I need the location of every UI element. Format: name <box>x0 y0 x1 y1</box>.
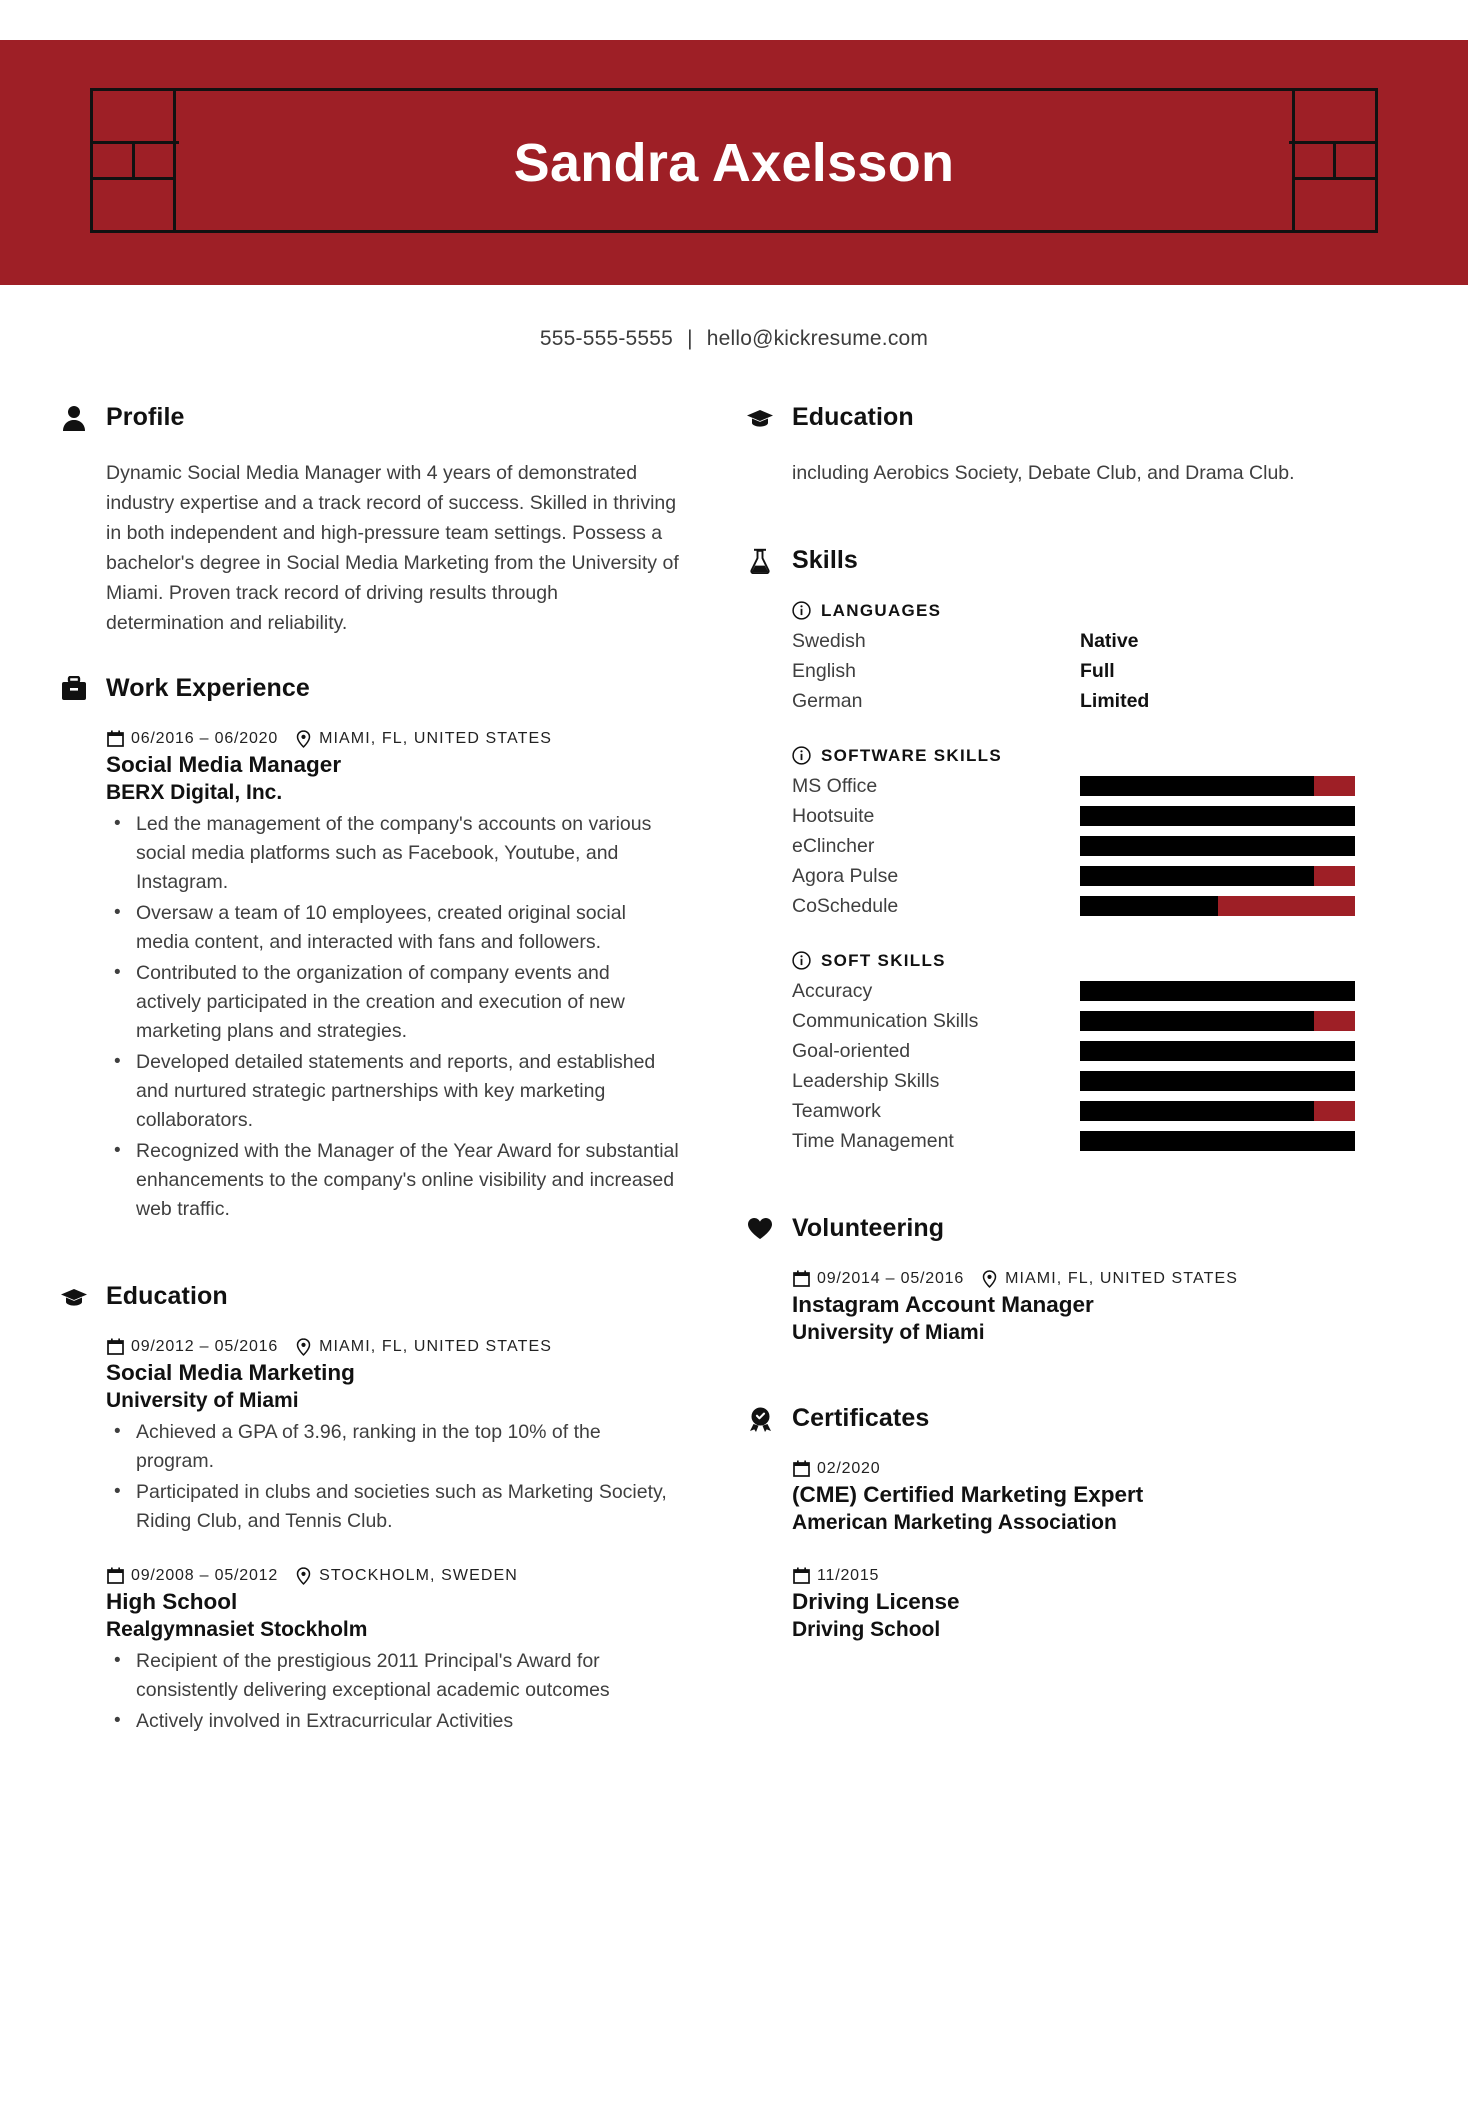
education-entry <box>106 1566 680 1736</box>
bullet-item: • Contributed to the organization of company events and actively participated in the creation and execution of new marketing plans and strategies. <box>106 959 680 1046</box>
volunteering-entry <box>792 1269 1366 1346</box>
skill-name: Time Management <box>792 1129 954 1152</box>
skill-group-software-skills <box>792 746 1366 921</box>
skill-bar-row <box>792 861 1366 891</box>
certificate-entry-meta <box>792 1459 1366 1478</box>
language-level: Native <box>1080 629 1139 652</box>
skill-group-soft-skills <box>792 951 1366 1156</box>
language-row <box>792 686 1366 716</box>
section-title-education: Education <box>106 1282 228 1310</box>
skill-group-title-languages: LANGUAGES <box>821 601 942 620</box>
language-level: Limited <box>1080 689 1150 712</box>
skill-name: CoSchedule <box>792 894 899 917</box>
skill-bar-row <box>792 1006 1366 1036</box>
section-volunteering <box>746 1214 1366 1346</box>
certificate-entry-org: Driving School <box>792 1618 941 1641</box>
header-banner <box>0 40 1468 285</box>
calendar-icon <box>106 1566 125 1585</box>
info-icon <box>792 746 812 766</box>
section-title-certificates: Certificates <box>792 1404 930 1432</box>
calendar-icon <box>106 729 125 748</box>
person-icon <box>60 404 88 432</box>
skill-bar-track <box>1080 836 1355 856</box>
education-entry-date: 09/2008 – 05/2012 <box>131 1566 279 1584</box>
skill-bar-track <box>1080 1071 1355 1091</box>
skill-bar-row <box>792 1096 1366 1126</box>
resume-columns <box>0 351 1468 1812</box>
certificate-entry <box>792 1459 1366 1536</box>
skill-bar-row <box>792 891 1366 921</box>
bullet-item: • Recognized with the Manager of the Year Award for substantial enhancements to the company's online visibility and increased web traffic. <box>106 1137 680 1224</box>
work-entry-date: 06/2016 – 06/2020 <box>131 729 279 747</box>
location-pin-icon <box>980 1269 999 1288</box>
right-column <box>746 403 1366 1679</box>
skill-bar-track <box>1080 866 1355 886</box>
skill-name: Accuracy <box>792 979 873 1002</box>
skill-name: eClincher <box>792 834 875 857</box>
language-name: German <box>792 689 863 712</box>
skill-bar-fill <box>1080 866 1314 886</box>
calendar-icon <box>106 1337 125 1356</box>
certificate-entry <box>792 1566 1366 1643</box>
skill-name: Agora Pulse <box>792 864 899 887</box>
bullet-item: • Achieved a GPA of 3.96, ranking in the top 10% of the program. <box>106 1418 680 1476</box>
skill-bar-row <box>792 1126 1366 1156</box>
language-name: English <box>792 659 856 682</box>
work-entry-org: BERX Digital, Inc. <box>106 781 283 804</box>
certificate-entry-date: 02/2020 <box>817 1459 881 1477</box>
calendar-icon <box>792 1269 811 1288</box>
education-entry-bullets <box>106 1418 680 1536</box>
certificate-entry-meta <box>792 1566 1366 1585</box>
section-header-work-experience <box>60 674 680 703</box>
skill-bar-row <box>792 771 1366 801</box>
skill-bar-row <box>792 1066 1366 1096</box>
skill-name: Leadership Skills <box>792 1069 940 1092</box>
skill-bar-track <box>1080 1131 1355 1151</box>
section-header-skills <box>746 546 1366 575</box>
bullet-item: • Recipient of the prestigious 2011 Principal's Award for consistently delivering exceptional academic outcomes <box>106 1647 680 1705</box>
skill-bar-track <box>1080 1011 1355 1031</box>
certificate-entry-date: 11/2015 <box>817 1566 880 1584</box>
skill-bar-fill <box>1080 1041 1355 1061</box>
heart-icon <box>746 1215 774 1243</box>
section-title-profile: Profile <box>106 403 185 431</box>
bullet-item: • Led the management of the company's accounts on various social media platforms such as Facebook, Youtube, and Instagram. <box>106 810 680 897</box>
language-row <box>792 626 1366 656</box>
calendar-icon <box>792 1459 811 1478</box>
skill-bar-fill <box>1080 776 1314 796</box>
skill-name: Teamwork <box>792 1099 881 1122</box>
bullet-item: • Developed detailed statements and reports, and established and nurtured strategic partnerships with key marketing collaborators. <box>106 1048 680 1135</box>
language-row <box>792 656 1366 686</box>
flask-icon <box>746 547 774 575</box>
section-title-work-experience: Work Experience <box>106 674 310 702</box>
skill-name: Communication Skills <box>792 1009 979 1032</box>
certificate-entry-org: American Marketing Association <box>792 1511 1117 1534</box>
skill-bar-fill <box>1080 1011 1314 1031</box>
skill-group-languages <box>792 601 1366 716</box>
section-header-volunteering <box>746 1214 1366 1243</box>
info-icon <box>792 601 812 621</box>
skill-bar-fill <box>1080 981 1355 1001</box>
briefcase-icon <box>60 675 88 703</box>
skill-bar-row <box>792 801 1366 831</box>
skill-group-header-soft-skills <box>792 951 1366 971</box>
education-entry-meta <box>106 1337 680 1356</box>
bullet-item: • Oversaw a team of 10 employees, created original social media content, and interacted with fans and followers. <box>106 899 680 957</box>
profile-text: Dynamic Social Media Manager with 4 years of demonstrated industry expertise and a track record of success. Skilled in thriving in both independent and high-pressure team settings. Possess a bachelor's degree in Social Media Marketing from the University of Miami. Proven track record of driving results through determination and reliability. <box>106 462 679 634</box>
section-work-experience <box>60 674 680 1224</box>
calendar-icon <box>792 1566 811 1585</box>
section-education <box>60 1282 680 1736</box>
education-entry-title: High School <box>106 1589 238 1614</box>
volunteering-entry-meta <box>792 1269 1366 1288</box>
bullet-item: • Actively involved in Extracurricular Activities <box>106 1707 680 1736</box>
section-skills <box>746 546 1366 1156</box>
skill-bar-row <box>792 976 1366 1006</box>
skill-bar-track <box>1080 896 1355 916</box>
location-pin-icon <box>294 1337 313 1356</box>
language-level: Full <box>1080 659 1115 682</box>
section-certificates <box>746 1404 1366 1643</box>
skill-bar-fill <box>1080 896 1218 916</box>
contact-line <box>0 285 1468 351</box>
language-name: Swedish <box>792 629 866 652</box>
volunteering-entry-org: University of Miami <box>792 1321 985 1344</box>
work-entry <box>106 729 680 1224</box>
skill-name: Goal-oriented <box>792 1039 911 1062</box>
left-column <box>60 403 680 1772</box>
graduation-cap-icon <box>746 404 774 432</box>
volunteering-entry-date: 09/2014 – 05/2016 <box>817 1269 965 1287</box>
volunteering-entry-location: MIAMI, FL, UNITED STATES <box>1005 1269 1238 1287</box>
section-header-education-continued <box>746 403 1366 432</box>
education-entry-date: 09/2012 – 05/2016 <box>131 1337 279 1355</box>
graduation-cap-icon <box>60 1283 88 1311</box>
education-entry <box>106 1337 680 1536</box>
certificate-entry-title: (CME) Certified Marketing Expert <box>792 1482 1144 1507</box>
education-entry-title: Social Media Marketing <box>106 1360 355 1385</box>
education-entry-org: University of Miami <box>106 1389 299 1412</box>
education-entry-bullets <box>106 1647 680 1736</box>
skill-bar-fill <box>1080 836 1355 856</box>
section-profile <box>60 403 680 638</box>
skill-bar-row <box>792 831 1366 861</box>
education-continued-text: including Aerobics Society, Debate Club, and Drama Club. <box>792 462 1295 484</box>
phone-number: 555-555-5555 <box>539 327 674 350</box>
skill-bar-fill <box>1080 1101 1314 1121</box>
education-entry-location: STOCKHOLM, SWEDEN <box>319 1566 518 1584</box>
volunteering-entry-title: Instagram Account Manager <box>792 1292 1094 1317</box>
section-header-certificates <box>746 1404 1366 1433</box>
education-entry-org: Realgymnasiet Stockholm <box>106 1618 368 1641</box>
section-header-profile <box>60 403 680 432</box>
candidate-name: Sandra Axelsson <box>513 132 955 193</box>
bullet-item: • Participated in clubs and societies such as Marketing Society, Riding Club, and Tennis Club. <box>106 1478 680 1536</box>
skill-group-header-software-skills <box>792 746 1366 766</box>
award-icon <box>746 1405 774 1433</box>
skill-bar-track <box>1080 806 1355 826</box>
section-header-education <box>60 1282 680 1311</box>
location-pin-icon <box>294 729 313 748</box>
skill-bar-fill <box>1080 806 1355 826</box>
skill-group-title-soft-skills: SOFT SKILLS <box>821 951 946 970</box>
skill-bar-track <box>1080 1101 1355 1121</box>
skill-bar-track <box>1080 981 1355 1001</box>
skill-bar-track <box>1080 776 1355 796</box>
work-entry-meta <box>106 729 680 748</box>
location-pin-icon <box>294 1566 313 1585</box>
info-icon <box>792 951 812 971</box>
contact-separator: | <box>687 327 693 350</box>
section-title-skills: Skills <box>792 546 858 574</box>
education-entry-location: MIAMI, FL, UNITED STATES <box>319 1337 552 1355</box>
skill-bar-fill <box>1080 1131 1355 1151</box>
education-entry-meta <box>106 1566 680 1585</box>
section-title-volunteering: Volunteering <box>792 1214 945 1242</box>
section-education-continued <box>746 403 1366 488</box>
work-entry-title: Social Media Manager <box>106 752 342 777</box>
skill-bar-track <box>1080 1041 1355 1061</box>
skill-group-title-software-skills: SOFTWARE SKILLS <box>821 746 1002 765</box>
work-entry-bullets <box>106 810 680 1224</box>
skill-name: MS Office <box>792 774 878 797</box>
section-title-education-continued: Education <box>792 403 914 431</box>
work-entry-location: MIAMI, FL, UNITED STATES <box>319 729 552 747</box>
email-address: hello@kickresume.com <box>706 327 929 350</box>
skill-bar-row <box>792 1036 1366 1066</box>
certificate-entry-title: Driving License <box>792 1589 960 1614</box>
skill-group-header-languages <box>792 601 1366 621</box>
skill-bar-fill <box>1080 1071 1355 1091</box>
skill-name: Hootsuite <box>792 804 875 827</box>
